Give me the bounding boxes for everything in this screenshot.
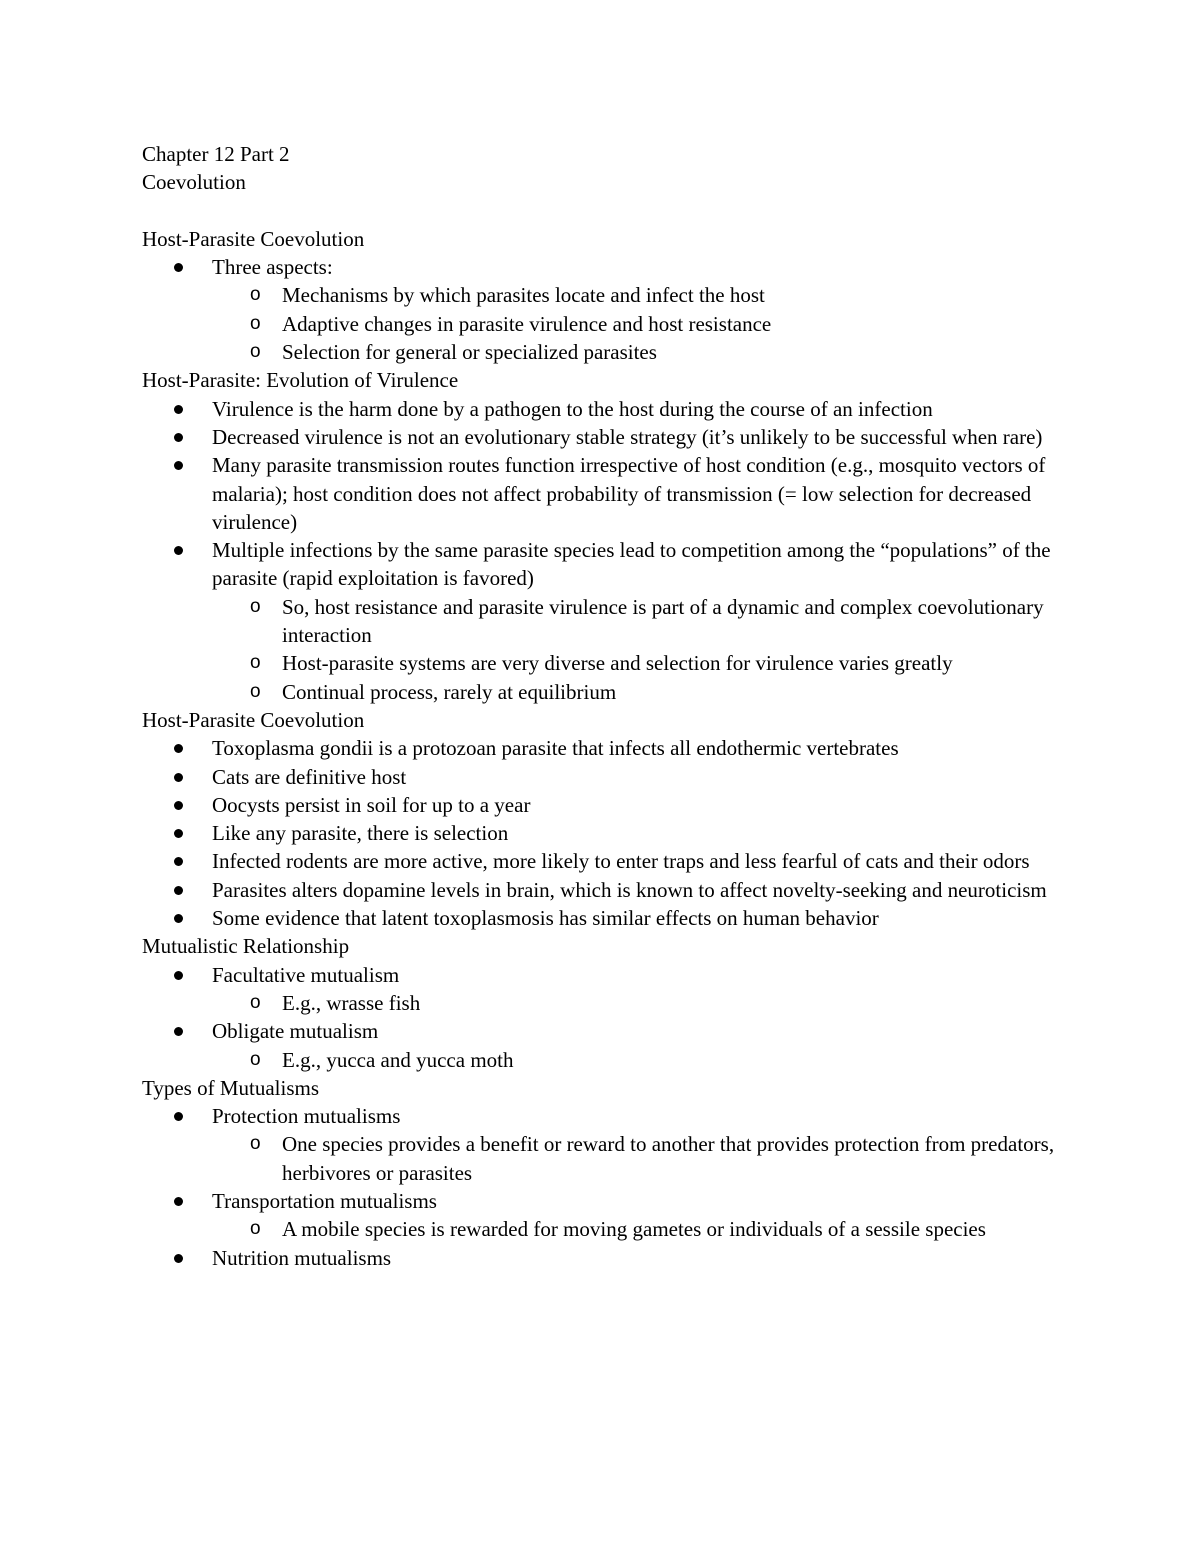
section-heading: Host-Parasite Coevolution xyxy=(142,707,365,732)
circle-bullet-icon: o xyxy=(250,341,261,363)
bullet-dot-icon xyxy=(174,1027,183,1036)
bullet-list xyxy=(142,395,1082,706)
bullet-text: Infected rodents are more active, more likely to enter traps and less fearful of cats and their odors xyxy=(212,849,1030,874)
document-title: Chapter 12 Part 2 xyxy=(142,142,290,166)
bullet-dot-icon xyxy=(174,744,183,753)
sub-bullet-text: Host-parasite systems are very diverse and selection for virulence varies greatly xyxy=(282,651,953,676)
bullet-item xyxy=(142,536,1082,706)
bullet-text: Many parasite transmission routes function irrespective of host condition (e.g., mosquito vectors of malaria); host condition does not affect probability of transmission (= low selection for decreased virulence) xyxy=(212,453,1046,534)
bullet-text: Transportation mutualisms xyxy=(212,1188,437,1213)
bullet-text: Facultative mutualism xyxy=(212,962,400,987)
sub-bullet-list xyxy=(212,989,1082,1017)
bullet-text: Virulence is the harm done by a pathogen to the host during the course of an infection xyxy=(212,396,933,421)
bullet-text: Obligate mutualism xyxy=(212,1019,379,1044)
bullet-dot-icon xyxy=(174,405,183,414)
circle-bullet-icon: o xyxy=(250,1133,261,1155)
section-heading: Host-Parasite: Evolution of Virulence xyxy=(142,368,459,393)
bullet-text: Cats are definitive host xyxy=(212,764,407,789)
bullet-item xyxy=(142,904,1082,932)
blank-line xyxy=(142,197,1082,225)
bullet-list xyxy=(142,734,1082,932)
bullet-item xyxy=(142,819,1082,847)
sub-bullet-list xyxy=(212,1130,1082,1187)
bullet-dot-icon xyxy=(174,971,183,980)
bullet-text: Protection mutualisms xyxy=(212,1104,401,1129)
sub-bullet-list xyxy=(212,1046,1082,1074)
sections-container xyxy=(142,225,1082,1272)
bullet-item xyxy=(142,1187,1082,1244)
bullet-item xyxy=(142,763,1082,791)
bullet-text: Three aspects: xyxy=(212,255,333,280)
sub-bullet-item xyxy=(212,1046,1082,1074)
sub-bullet-text: Selection for general or specialized parasites xyxy=(282,340,657,365)
section-heading: Mutualistic Relationship xyxy=(142,934,350,959)
sub-bullet-text: Continual process, rarely at equilibrium xyxy=(282,679,617,704)
section-heading: Host-Parasite Coevolution xyxy=(142,226,365,251)
bullet-text: Oocysts persist in soil for up to a year xyxy=(212,792,531,817)
section-heading: Types of Mutualisms xyxy=(142,1075,320,1100)
bullet-item xyxy=(142,423,1082,451)
bullet-dot-icon xyxy=(174,433,183,442)
sub-bullet-item xyxy=(212,649,1082,677)
circle-bullet-icon: o xyxy=(250,991,261,1013)
bullet-item xyxy=(142,847,1082,875)
sub-bullet-item xyxy=(212,310,1082,338)
sub-bullet-text: So, host resistance and parasite virulence is part of a dynamic and complex coevolutionary interaction xyxy=(282,594,1044,648)
sub-bullet-item xyxy=(212,281,1082,309)
sub-bullet-list xyxy=(212,1215,1082,1243)
bullet-item xyxy=(142,451,1082,536)
sub-bullet-item xyxy=(212,1130,1082,1187)
circle-bullet-icon: o xyxy=(250,680,261,702)
sub-bullet-text: Mechanisms by which parasites locate and infect the host xyxy=(282,283,765,308)
bullet-item xyxy=(142,734,1082,762)
bullet-dot-icon xyxy=(174,801,183,810)
bullet-item xyxy=(142,876,1082,904)
document-body xyxy=(142,140,1082,1272)
bullet-text: Like any parasite, there is selection xyxy=(212,821,509,846)
bullet-dot-icon xyxy=(174,263,183,272)
bullet-text: Toxoplasma gondii is a protozoan parasite that infects all endothermic vertebrates xyxy=(212,736,899,761)
circle-bullet-icon: o xyxy=(250,595,261,617)
bullet-dot-icon xyxy=(174,1254,183,1263)
sub-bullet-text: One species provides a benefit or reward to another that provides protection from predators, herbivores or parasites xyxy=(282,1132,1055,1185)
sub-bullet-text: E.g., wrasse fish xyxy=(282,990,421,1015)
sub-bullet-item xyxy=(212,678,1082,706)
circle-bullet-icon: o xyxy=(250,284,261,306)
bullet-dot-icon xyxy=(174,546,183,555)
bullet-item xyxy=(142,1102,1082,1187)
bullet-text: Decreased virulence is not an evolutionary stable strategy (it’s unlikely to be successful when rare) xyxy=(212,424,1043,449)
bullet-item xyxy=(142,791,1082,819)
document-subtitle: Coevolution xyxy=(142,170,246,195)
circle-bullet-icon: o xyxy=(250,652,261,674)
bullet-dot-icon xyxy=(174,829,183,838)
bullet-text: Nutrition mutualisms xyxy=(212,1245,392,1270)
bullet-item xyxy=(142,395,1082,423)
bullet-dot-icon xyxy=(174,461,183,470)
sub-bullet-list xyxy=(212,281,1082,366)
bullet-list xyxy=(142,1102,1082,1272)
bullet-dot-icon xyxy=(174,857,183,866)
circle-bullet-icon: o xyxy=(250,312,261,334)
bullet-text: Parasites alters dopamine levels in brain, which is known to affect novelty-seeking and neuroticism xyxy=(212,877,1047,902)
sub-bullet-item xyxy=(212,593,1082,650)
sub-bullet-list xyxy=(212,593,1082,706)
sub-bullet-text: E.g., yucca and yucca moth xyxy=(282,1047,514,1072)
circle-bullet-icon: o xyxy=(250,1048,261,1070)
bullet-text: Multiple infections by the same parasite species lead to competition among the “populations” of the parasite (rapid exploitation is favored) xyxy=(212,538,1051,591)
bullet-dot-icon xyxy=(174,1112,183,1121)
sub-bullet-item xyxy=(212,338,1082,366)
bullet-dot-icon xyxy=(174,914,183,923)
bullet-item xyxy=(142,961,1082,1018)
bullet-item xyxy=(142,1244,1082,1272)
bullet-text: Some evidence that latent toxoplasmosis has similar effects on human behavior xyxy=(212,906,879,931)
bullet-list xyxy=(142,253,1082,366)
sub-bullet-text: A mobile species is rewarded for moving gametes or individuals of a sessile species xyxy=(282,1217,986,1242)
sub-bullet-item xyxy=(212,989,1082,1017)
bullet-dot-icon xyxy=(174,886,183,895)
bullet-list xyxy=(142,961,1082,1074)
sub-bullet-text: Adaptive changes in parasite virulence and host resistance xyxy=(282,311,772,336)
bullet-item xyxy=(142,253,1082,366)
bullet-dot-icon xyxy=(174,1197,183,1206)
circle-bullet-icon: o xyxy=(250,1218,261,1240)
bullet-item xyxy=(142,1017,1082,1074)
bullet-dot-icon xyxy=(174,773,183,782)
sub-bullet-item xyxy=(212,1215,1082,1243)
